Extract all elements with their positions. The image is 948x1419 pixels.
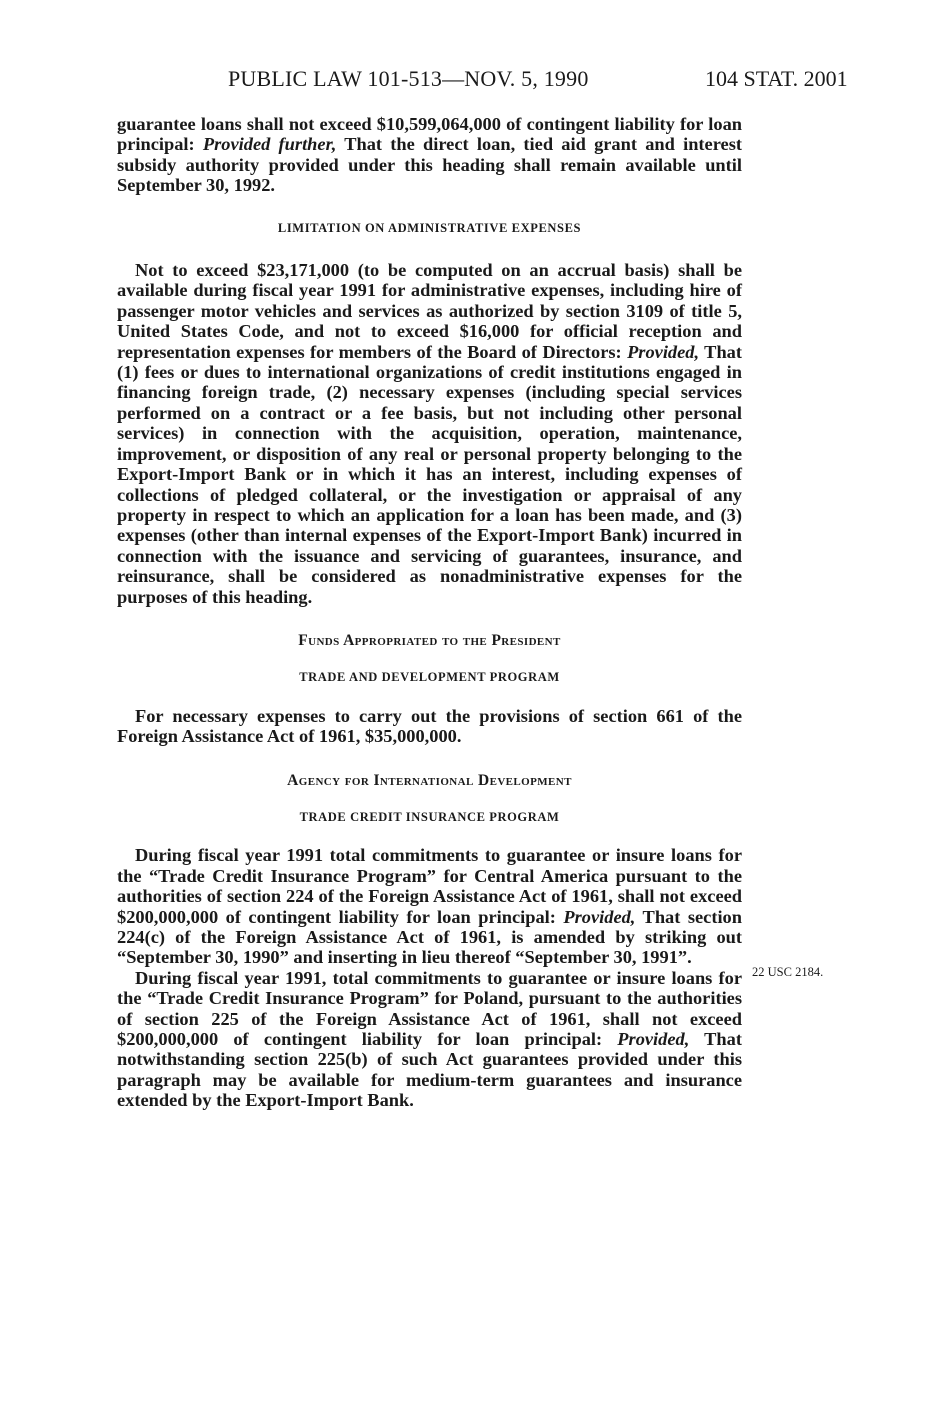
paragraph-limitation xyxy=(117,260,742,607)
subheading-trade-credit: TRADE CREDIT INSURANCE PROGRAM xyxy=(299,809,560,824)
paragraph-central-america xyxy=(117,845,742,967)
paragraph-continuation xyxy=(117,114,742,196)
paragraph-text: guarantee loans shall not exceed $10,599,064,000 of contingent liability for loan principal: xyxy=(117,114,742,155)
proviso-italic: Provided, xyxy=(563,906,636,927)
body-text xyxy=(117,114,742,1111)
proviso-italic: Provided, xyxy=(627,341,700,362)
paragraph-text: That notwithstanding section 225(b) of such Act guarantees provided under this paragraph may be available for medium-term guarantees and insurance extended by the Export-Import Bank. xyxy=(117,1029,742,1111)
paragraph-text: That section 224(c) of the Foreign Assistance Act of 1961, is amended by striking out “September 30, 1990” and inserting in lieu thereof “September 30, 1991”. xyxy=(117,906,742,968)
paragraph-poland xyxy=(117,968,742,1111)
paragraph-text: That (1) fees or dues to international organizations of credit institutions engaged in financing foreign trade, (2) necessary expenses (including special services performed on a contract or a fee basis, but not including other personal services) in connection with the acquisition, operation, maintenance, improvement, or disposition of any real or personal property belonging to the Export-Import Bank or in which it has an interest, including expenses of collections of pledged collateral, or the investigation or appraisal of any property in respect to which an application for a loan has been made, and (3) expenses (other than internal expenses of the Export-Import Bank) incurred in connection with the issuance and servicing of guarantees, insurance, and reinsurance, shall be considered as nonadministrative expenses for the purposes of this heading. xyxy=(117,341,742,607)
paragraph-text: That the direct loan, tied aid grant and interest subsidy authority provided under this heading shall remain available until September 30, 1992. xyxy=(117,134,742,196)
proviso-italic: Provided further, xyxy=(202,134,337,155)
paragraph-text: During fiscal year 1991, total commitments to guarantee or insure loans for the “Trade Credit Insurance Program” for Poland, pursuant to the authorities of section 225 of the Foreign Assistance Act of 1961, shall not exceed $200,000,000 of contingent liability for loan principal: xyxy=(117,967,742,1050)
section-title-agency: Agency for International Development xyxy=(287,771,572,789)
paragraph-trade-development: For necessary expenses to carry out the provisions of section 661 of the Foreign Assistance Act of 1961, $35,000,000. xyxy=(117,705,742,747)
subheading-trade-development: TRADE AND DEVELOPMENT PROGRAM xyxy=(299,670,560,685)
margin-note-citation: 22 USC 2184. xyxy=(752,965,824,979)
section-heading-limitation: LIMITATION ON ADMINISTRATIVE EXPENSES xyxy=(277,220,582,235)
proviso-italic: Provided, xyxy=(617,1029,690,1050)
section-title-president: Funds Appropriated to the President xyxy=(298,631,561,649)
paragraph-text: Not to exceed $23,171,000 (to be computed on an accrual basis) shall be available during fiscal year 1991 for administrative expenses, including hire of passenger motor vehicles and services as authorized by section 3109 of title 5, United States Code, and not to exceed $16,000 for official reception and representation expenses for members of the Board of Directors: xyxy=(117,260,742,362)
running-head: PUBLIC LAW 101-513—NOV. 5, 1990 xyxy=(228,66,589,91)
paragraph-text: During fiscal year 1991 total commitments to guarantee or insure loans for the “Trade Credit Insurance Program” for Central America pursuant to the authorities of section 224 of the Foreign Assistance Act of 1961, shall not exceed $200,000,000 of contingent liability for loan principal: xyxy=(117,845,742,927)
page-number: 104 STAT. 2001 xyxy=(705,66,848,91)
